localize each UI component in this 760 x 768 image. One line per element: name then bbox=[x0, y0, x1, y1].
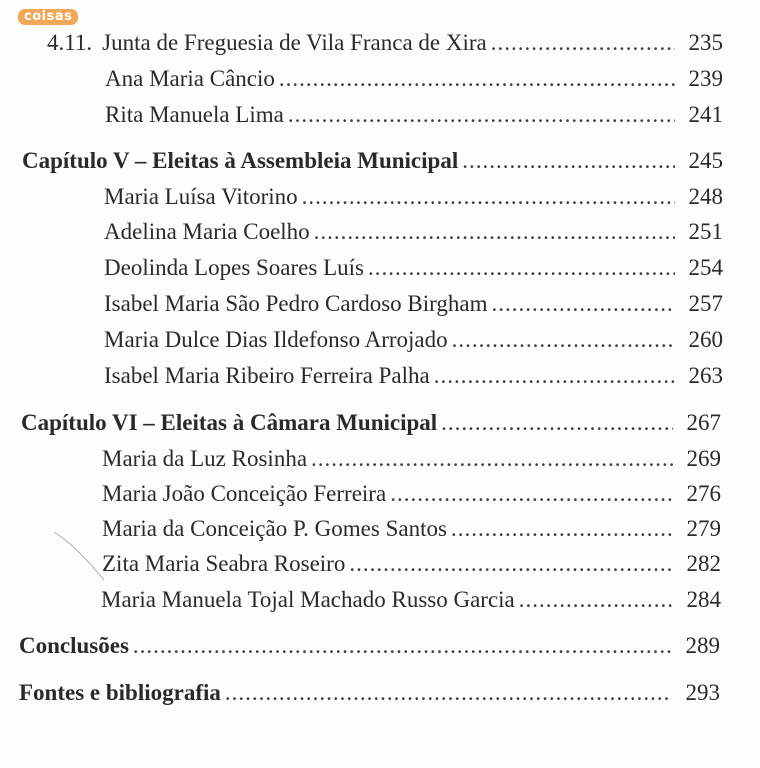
leader-dots bbox=[441, 410, 673, 436]
page-number: 260 bbox=[688, 327, 723, 352]
leader-dots bbox=[451, 516, 673, 542]
page-number: 284 bbox=[686, 587, 721, 612]
page-number: 241 bbox=[688, 102, 723, 127]
leader-dots bbox=[302, 184, 675, 210]
section-number: 4.11. bbox=[47, 30, 93, 55]
leader-dots bbox=[368, 255, 675, 281]
entry-title: Deolinda Lopes Soares Luís bbox=[104, 255, 364, 280]
entry-title: Adelina Maria Coelho bbox=[104, 219, 310, 244]
page-number: 254 bbox=[688, 255, 723, 280]
page-number: 235 bbox=[688, 30, 723, 55]
toc-chapter bbox=[19, 680, 720, 706]
toc-entry bbox=[102, 481, 721, 507]
toc-entry bbox=[105, 66, 723, 92]
toc-chapter bbox=[22, 148, 723, 174]
entry-title: Rita Manuela Lima bbox=[105, 102, 284, 127]
page-number: 282 bbox=[686, 551, 721, 576]
leader-dots bbox=[452, 327, 675, 353]
toc-entry bbox=[104, 363, 723, 389]
toc-entry bbox=[104, 291, 723, 317]
leader-dots bbox=[434, 363, 675, 389]
page-number: 239 bbox=[688, 66, 723, 91]
toc-chapter bbox=[19, 633, 720, 659]
leader-dots bbox=[390, 481, 673, 507]
entry-title: Maria Luísa Vitorino bbox=[104, 184, 298, 209]
entry-title: Junta de Freguesia de Vila Franca de Xira bbox=[102, 30, 487, 55]
page-number: 263 bbox=[688, 363, 723, 388]
toc-entry bbox=[101, 587, 721, 613]
leader-dots bbox=[133, 633, 672, 659]
toc-entry bbox=[104, 219, 723, 245]
toc-entry bbox=[102, 516, 721, 542]
leader-dots bbox=[491, 30, 675, 56]
chapter-title: Capítulo VI – Eleitas à Câmara Municipal bbox=[21, 410, 438, 435]
entry-title: Zita Maria Seabra Roseiro bbox=[102, 551, 346, 576]
toc-entry bbox=[102, 551, 721, 577]
entry-title: Maria da Luz Rosinha bbox=[102, 446, 308, 471]
leader-dots bbox=[519, 587, 673, 613]
toc-entry bbox=[105, 102, 723, 128]
leader-dots bbox=[349, 551, 673, 577]
toc-entry bbox=[104, 184, 723, 210]
chapter-title: Fontes e bibliografia bbox=[19, 680, 221, 705]
toc-chapter bbox=[21, 410, 721, 436]
page-number: 276 bbox=[686, 481, 721, 506]
chapter-title: Conclusões bbox=[19, 633, 129, 658]
entry-title: Maria João Conceição Ferreira bbox=[102, 481, 387, 506]
entry-title: Maria da Conceição P. Gomes Santos bbox=[102, 516, 447, 541]
entry-title: Maria Dulce Dias Ildefonso Arrojado bbox=[104, 327, 448, 352]
toc-entry bbox=[47, 30, 723, 56]
page-number: 248 bbox=[688, 184, 723, 209]
entry-title: Isabel Maria São Pedro Cardoso Birgham bbox=[104, 291, 488, 316]
page-number: 251 bbox=[688, 219, 723, 244]
page-number: 269 bbox=[686, 446, 721, 471]
page-number: 257 bbox=[688, 291, 723, 316]
leader-dots bbox=[314, 219, 675, 245]
page-number: 279 bbox=[686, 516, 721, 541]
chapter-title: Capítulo V – Eleitas à Assembleia Municipal bbox=[22, 148, 459, 173]
leader-dots bbox=[311, 446, 673, 472]
page-number: 267 bbox=[686, 410, 721, 435]
pencil-mark-icon bbox=[52, 528, 112, 584]
toc-entry bbox=[102, 446, 721, 472]
leader-dots bbox=[279, 66, 675, 92]
leader-dots bbox=[462, 148, 675, 174]
entry-title: Isabel Maria Ribeiro Ferreira Palha bbox=[104, 363, 430, 388]
toc-entry bbox=[104, 327, 723, 353]
entry-title: Ana Maria Câncio bbox=[105, 66, 275, 91]
toc-entry bbox=[104, 255, 723, 281]
watermark-logo: coisas bbox=[18, 9, 78, 25]
leader-dots bbox=[225, 680, 672, 706]
page-number: 289 bbox=[685, 633, 720, 658]
leader-dots bbox=[288, 102, 675, 128]
leader-dots bbox=[491, 291, 675, 317]
entry-title: Maria Manuela Tojal Machado Russo Garcia bbox=[101, 587, 515, 612]
page-number: 293 bbox=[685, 680, 720, 705]
page-number: 245 bbox=[688, 148, 723, 173]
